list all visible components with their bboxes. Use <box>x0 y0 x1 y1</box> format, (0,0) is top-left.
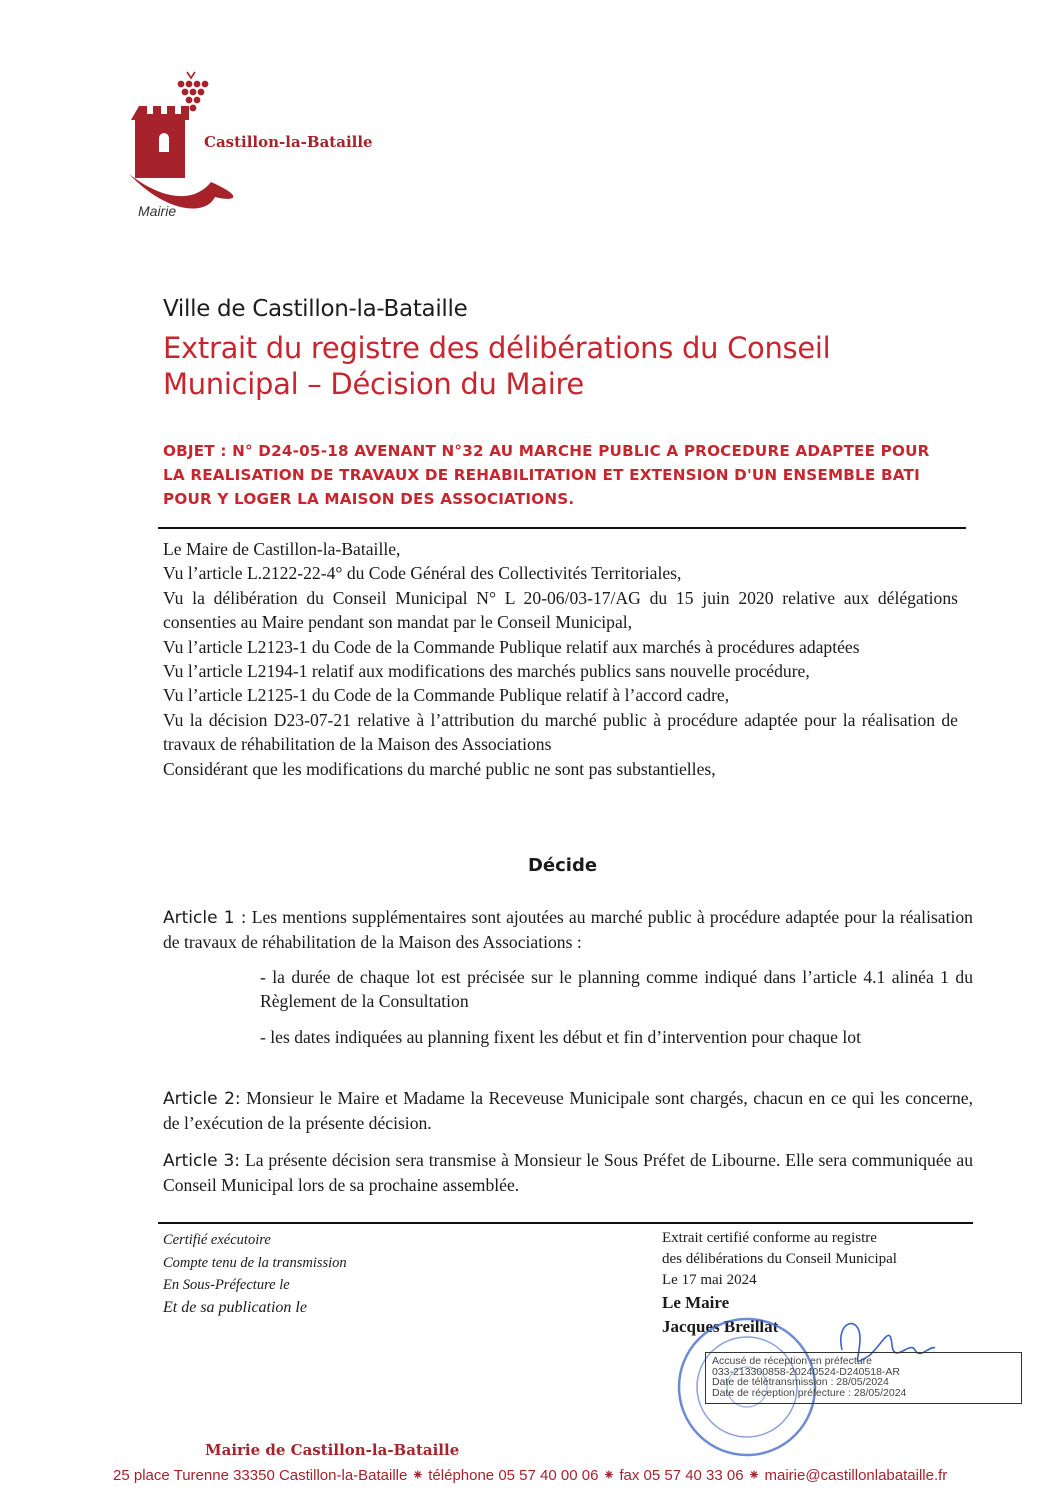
signatory-role: Le Maire <box>662 1293 730 1312</box>
article-2-text: Monsieur le Maire et Madame la Receveuse Municipale sont chargés, chacun en ce qui les concerne, de l’exécution de la présente décision. <box>163 1088 974 1134</box>
preamble-line: Vu l’article L2194-1 relatif aux modifications des marchés publics sans nouvelle procédure, <box>163 661 810 682</box>
receipt-line: Date de réception préfecture : 28/05/2024 <box>712 1386 907 1399</box>
city-name: Ville de Castillon-la-Bataille <box>163 296 468 322</box>
article-3-label: Article 3: <box>163 1151 241 1171</box>
grape-icon <box>178 72 209 111</box>
certification-line: Compte tenu de la transmission <box>163 1254 347 1271</box>
subject-line-3: POUR Y LOGER LA MAISON DES ASSOCIATIONS. <box>163 490 575 508</box>
logo-name: Castillon-la-Bataille <box>204 133 373 151</box>
tower-icon <box>131 106 189 178</box>
certification-line: En Sous-Préfecture le <box>163 1277 290 1293</box>
article-1 <box>163 905 973 955</box>
certification-line: Et de sa publication le <box>163 1298 307 1316</box>
article-2 <box>163 1086 973 1136</box>
article-3-text: La présente décision sera transmise à Monsieur le Sous Préfet de Libourne. Elle sera communiquée au Conseil Municipal lors de sa prochaine assemblée. <box>163 1150 973 1196</box>
divider <box>158 527 966 529</box>
certification-block <box>163 1229 347 1319</box>
preamble-line: Vu l’article L2123-1 du Code de la Commande Publique relatif aux marchés à procédures adaptées <box>163 636 860 657</box>
preamble-line: Vu la décision D23-07-21 relative à l’attribution du marché public à procédure adaptée pour la réalisation de travaux de réhabilitation de la Maison des Associations <box>163 709 958 755</box>
footer-divider <box>158 1222 973 1224</box>
subject <box>163 439 983 511</box>
preamble <box>163 537 958 781</box>
preamble-line: Vu l’article L.2122-22-4° du Code Général des Collectivités Territoriales, <box>163 563 682 584</box>
address-title: Mairie de Castillon-la-Bataille <box>205 1441 460 1459</box>
signatory-name: Jacques Breillat <box>662 1317 779 1336</box>
extract-date: Le 17 mai 2024 <box>662 1272 757 1288</box>
preamble-line: Considérant que les modifications du marché public ne sont pas substantielles, <box>163 758 716 779</box>
certification-line: Certifié exécutoire <box>163 1232 271 1248</box>
logo-subtitle: Mairie <box>138 203 177 219</box>
document-title <box>163 330 963 402</box>
article-1-text: Les mentions supplémentaires sont ajoutées au marché public à procédure adaptée pour la réalisation de travaux de réhabilitation de la Maison des Associations : <box>163 907 973 953</box>
subject-line-2: LA REALISATION DE TRAVAUX DE REHABILITATION ET EXTENSION D'UN ENSEMBLE BATI <box>163 466 920 484</box>
title-line-1: Extrait du registre des délibérations du Conseil <box>163 331 831 365</box>
article-2-label: Article 2: <box>163 1089 241 1109</box>
article-1-label: Article 1 : <box>163 908 247 928</box>
extract-line: Extrait certifié conforme au registre <box>662 1230 877 1246</box>
decide-heading: Décide <box>527 855 598 876</box>
title-line-2: Municipal – Décision du Maire <box>163 367 584 401</box>
preamble-line: Vu la délibération du Conseil Municipal N° L 20-06/03-17/AG du 15 juin 2020 relative aux délégations consenties au Maire pendant son mandat par le Conseil Municipal, <box>163 587 958 633</box>
receipt-line: Accusé de réception en préfecture <box>712 1355 872 1367</box>
article-1-bullet-2: - les dates indiquées au planning fixent les début et fin d’intervention pour chaque lot <box>260 1027 861 1047</box>
receipt-line: 033-213300858-20240524-D240518-AR <box>712 1365 900 1378</box>
subject-line-1: OBJET : N° D24-05-18 AVENANT N°32 AU MARCHE PUBLIC A PROCEDURE ADAPTEE POUR <box>163 442 930 460</box>
article-3 <box>163 1148 973 1198</box>
article-1-bullet-1: - la durée de chaque lot est précisée sur le planning comme indiqué dans l’article 4.1 alinéa 1 du Règlement de la Consultation <box>260 967 973 1012</box>
extract-line: des délibérations du Conseil Municipal <box>662 1251 897 1267</box>
preamble-line: Vu l’article L2125-1 du Code de la Commande Publique relatif à l’accord cadre, <box>163 685 730 706</box>
receipt-line: Date de télétransmission : 28/05/2024 <box>712 1376 889 1388</box>
address-line: 25 place Turenne 33350 Castillon-la-Bataille ⁕ téléphone 05 57 40 00 06 ⁕ fax 05 57 40 33 06 ⁕ mairie@castillonlabataille.fr <box>113 1467 948 1484</box>
preamble-line: Le Maire de Castillon-la-Bataille, <box>163 539 401 559</box>
prefecture-receipt <box>712 1356 906 1398</box>
